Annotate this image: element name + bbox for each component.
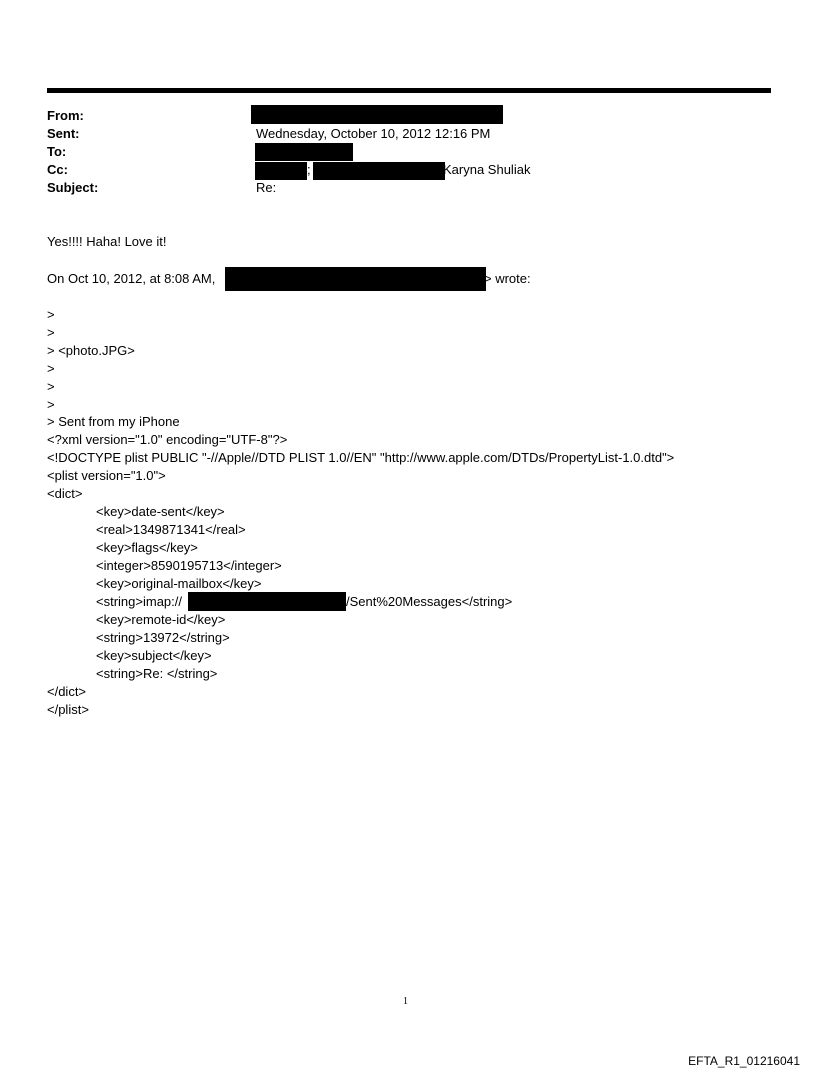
subject-value: Re: — [256, 180, 277, 195]
quote-intro: On Oct 10, 2012, at 8:08 AM, — [47, 271, 216, 286]
xml-line: <!DOCTYPE plist PUBLIC "-//Apple//DTD PLIST 1.0//EN" "http://www.apple.com/DTDs/PropertyList-1.0.dtd"> — [47, 450, 675, 465]
subject-label: Subject: — [47, 180, 99, 195]
dict-line: <key>original-mailbox</key> — [96, 576, 262, 591]
redacted-from — [251, 105, 503, 124]
quoted-line: > — [47, 379, 55, 394]
xml-line: <dict> — [47, 486, 83, 501]
dict-line: <key>date-sent</key> — [96, 504, 225, 519]
dict-line: <key>remote-id</key> — [96, 612, 226, 627]
dict-line: <integer>8590195713</integer> — [96, 558, 282, 573]
redacted-cc-2 — [313, 162, 445, 180]
dict-line: <string>13972</string> — [96, 630, 230, 645]
page-number: 1 — [403, 996, 408, 1007]
quoted-line: > — [47, 361, 55, 376]
reply-text: Yes!!!! Haha! Love it! — [47, 234, 167, 249]
sent-label: Sent: — [47, 126, 80, 141]
closing-line: </plist> — [47, 702, 89, 717]
xml-line: <?xml version="1.0" encoding="UTF-8"?> — [47, 432, 288, 447]
xml-line: <plist version="1.0"> — [47, 468, 166, 483]
redacted-mailbox — [188, 592, 346, 611]
cc-name: Karyna Shuliak — [443, 162, 531, 177]
dict-line: <key>subject</key> — [96, 648, 212, 663]
cc-label: Cc: — [47, 162, 68, 177]
redacted-cc-1 — [255, 162, 307, 180]
header-rule — [47, 88, 771, 93]
closing-line: </dict> — [47, 684, 87, 699]
from-label: From: — [47, 108, 84, 123]
quoted-line: > — [47, 397, 55, 412]
dict-line: <string>imap:// — [96, 594, 182, 609]
quoted-line: > — [47, 325, 55, 340]
dict-line: <key>flags</key> — [96, 540, 198, 555]
document-id: EFTA_R1_01216041 — [688, 1054, 800, 1068]
quote-intro-wrote: > wrote: — [484, 271, 531, 286]
redacted-sender — [225, 267, 486, 291]
dict-line: <real>1349871341</real> — [96, 522, 246, 537]
mailbox-suffix: /Sent%20Messages</string> — [346, 594, 513, 609]
sent-value: Wednesday, October 10, 2012 12:16 PM — [256, 126, 491, 141]
quoted-line: > — [47, 307, 55, 322]
quoted-line: > <photo.JPG> — [47, 343, 135, 358]
quoted-line: > Sent from my iPhone — [47, 414, 180, 429]
redacted-to — [255, 143, 353, 161]
dict-line: <string>Re: </string> — [96, 666, 218, 681]
cc-separator: ; — [307, 162, 311, 177]
to-label: To: — [47, 144, 67, 159]
